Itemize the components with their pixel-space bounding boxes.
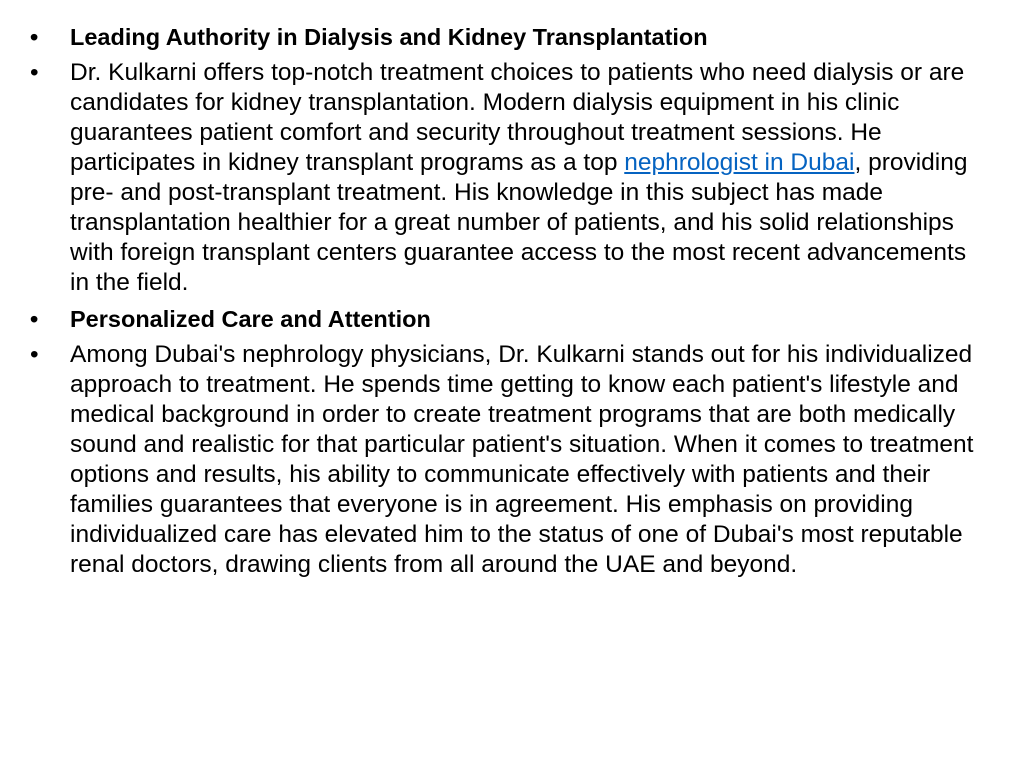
section-paragraph-dialysis [30,58,984,298]
bullet-icon: • [30,341,39,368]
paragraph-text-before-link: Dr. Kulkarni offers top-notch treatment choices to patients who need dialysis or are candidates for kidney transplantation. Modern dialysis equipment in his clinic guarantees patient comfort and security throughout treatment sessions. He participates in kidney transplant programs as a top [70,59,965,176]
heading-text: Leading Authority in Dialysis and Kidney Transplantation [70,24,708,50]
bullet-list [30,22,984,580]
bullet-icon: • [30,306,39,332]
heading-text: Personalized Care and Attention [70,306,431,332]
bullet-icon: • [30,59,39,86]
paragraph-text-after-link: , providing pre- and post-transplant treatment. His knowledge in this subject has made transplantation healthier for a great number of patients, and his solid relationships with foreign transplant centers guarantee access to the most recent advancements in the field. [70,149,968,296]
section-heading-dialysis [30,22,984,52]
paragraph-text: Among Dubai's nephrology physicians, Dr. Kulkarni stands out for his individualized approach to treatment. He spends time getting to know each patient's lifestyle and medical background in order to create treatment programs that are both medically sound and realistic for that particular patient's situation. When it comes to treatment options and results, his ability to communicate effectively with patients and their families guarantees that everyone is in agreement. His emphasis on providing individualized care has elevated him to the status of one of Dubai's most reputable renal doctors, drawing clients from all around the UAE and beyond. [70,341,974,578]
bullet-icon: • [30,24,39,50]
section-heading-personalized-care [30,304,984,334]
section-paragraph-personalized-care [30,340,984,580]
nephrologist-in-dubai-link[interactable]: nephrologist in Dubai [624,149,855,176]
